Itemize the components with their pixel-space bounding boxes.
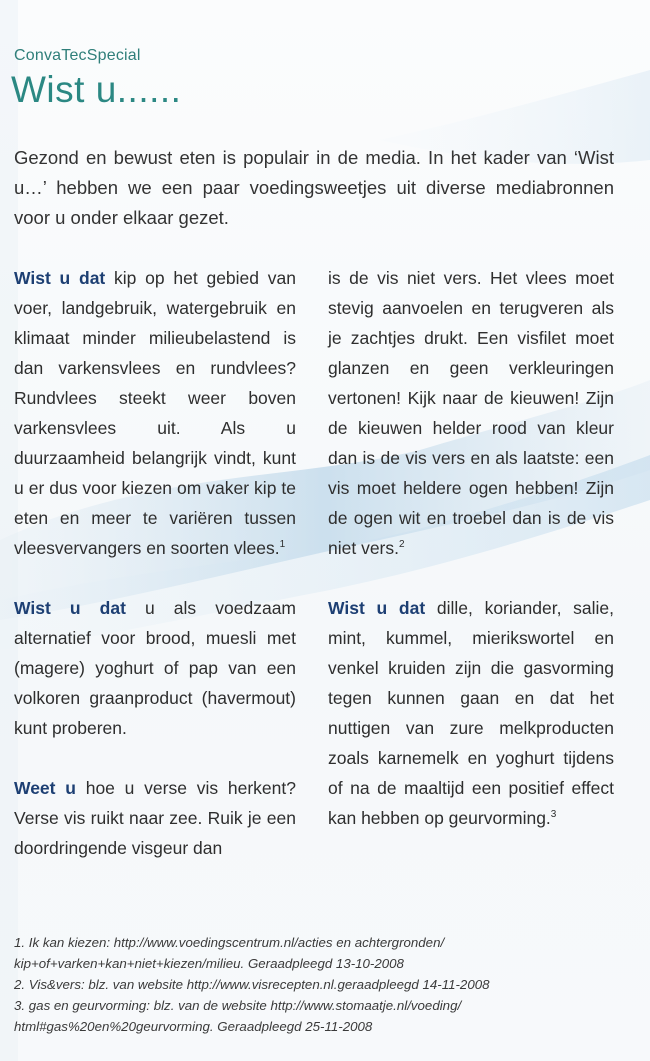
paragraph-text: dille, koriander, salie, mint, kummel, mierikswortel en venkel kruiden zijn die gasvorming tegen kunnen gaan en dat het nuttigen van zure melkproducten zoals karnemelk en yoghurt tijdens of na de maaltijd een positief effect kan hebben op geurvorming. [328, 598, 614, 828]
left-column [14, 263, 296, 893]
paragraph-lead: Weet u [14, 778, 76, 798]
paragraph-lead: Wist u dat [14, 268, 106, 288]
paragraph-text: kip op het gebied van voer, landgebruik, watergebruik en klimaat minder milieubelastend is dan varkensvlees en rundvlees? Rundvlees steekt weer boven varkensvlees uit. Als u duurzaamheid belangrijk vindt, kunt u er dus voor kiezen om vaker kip te eten en meer te variëren tussen vleesvervangers en soorten vlees. [14, 268, 296, 558]
article-paragraph [14, 263, 296, 563]
brand-label: ConvaTecSpecial [14, 47, 141, 64]
paragraph-lead: Wist u dat [14, 598, 126, 618]
page-title: Wist u...... [11, 69, 182, 110]
paragraph-text: hoe u verse vis herkent? Verse vis ruikt naar zee. Ruik je een doordringende visgeur dan [14, 778, 296, 858]
footnotes [14, 932, 634, 1037]
article-paragraph [328, 593, 614, 833]
paragraph-text: u als voedzaam alternatief voor brood, muesli met (magere) yoghurt of pap van een volkoren graanproduct (havermout) kunt proberen. [14, 598, 297, 738]
footnote-line: 1. Ik kan kiezen: http://www.voedingscentrum.nl/acties en achtergronden/ [14, 935, 445, 950]
footnote-line: html#gas%20en%20geurvorming. Geraadpleegd 25-11-2008 [14, 1019, 373, 1034]
intro-paragraph: Gezond en bewust eten is populair in de media. In het kader van ‘Wist u…’ hebben we een paar voedingsweetjes uit diverse mediabronnen voor u onder elkaar gezet. [14, 147, 614, 228]
footnote-ref: 2 [399, 539, 405, 551]
footnote-ref: 1 [279, 539, 286, 551]
right-column [328, 263, 614, 863]
paragraph-text: is de vis niet vers. Het vlees moet stevig aanvoelen en terugveren als je zachtjes drukt. Een visfilet moet glanzen en geen verkleuringen vertonen! Kijk naar de kieuwen! Zijn de kieuwen helder rood van kleur dan is de vis vers en als laatste: een vis moet heldere ogen hebben! Zijn de ogen wit en troebel dan is de vis niet vers. [328, 268, 614, 558]
article-paragraph [14, 773, 296, 863]
footnote-ref: 3 [550, 809, 557, 821]
article-paragraph [328, 263, 614, 563]
paragraph-lead: Wist u dat [328, 598, 426, 618]
footnote-line: 3. gas en geurvorming: blz. van de website http://www.stomaatje.nl/voeding/ [14, 998, 462, 1013]
footnote-line: kip+of+varken+kan+niet+kiezen/milieu. Geraadpleegd 13-10-2008 [14, 956, 404, 971]
article-paragraph [14, 593, 296, 743]
footnote-line: 2. Vis&vers: blz. van website http://www.visrecepten.nl.geraadpleegd 14-11-2008 [14, 977, 490, 992]
